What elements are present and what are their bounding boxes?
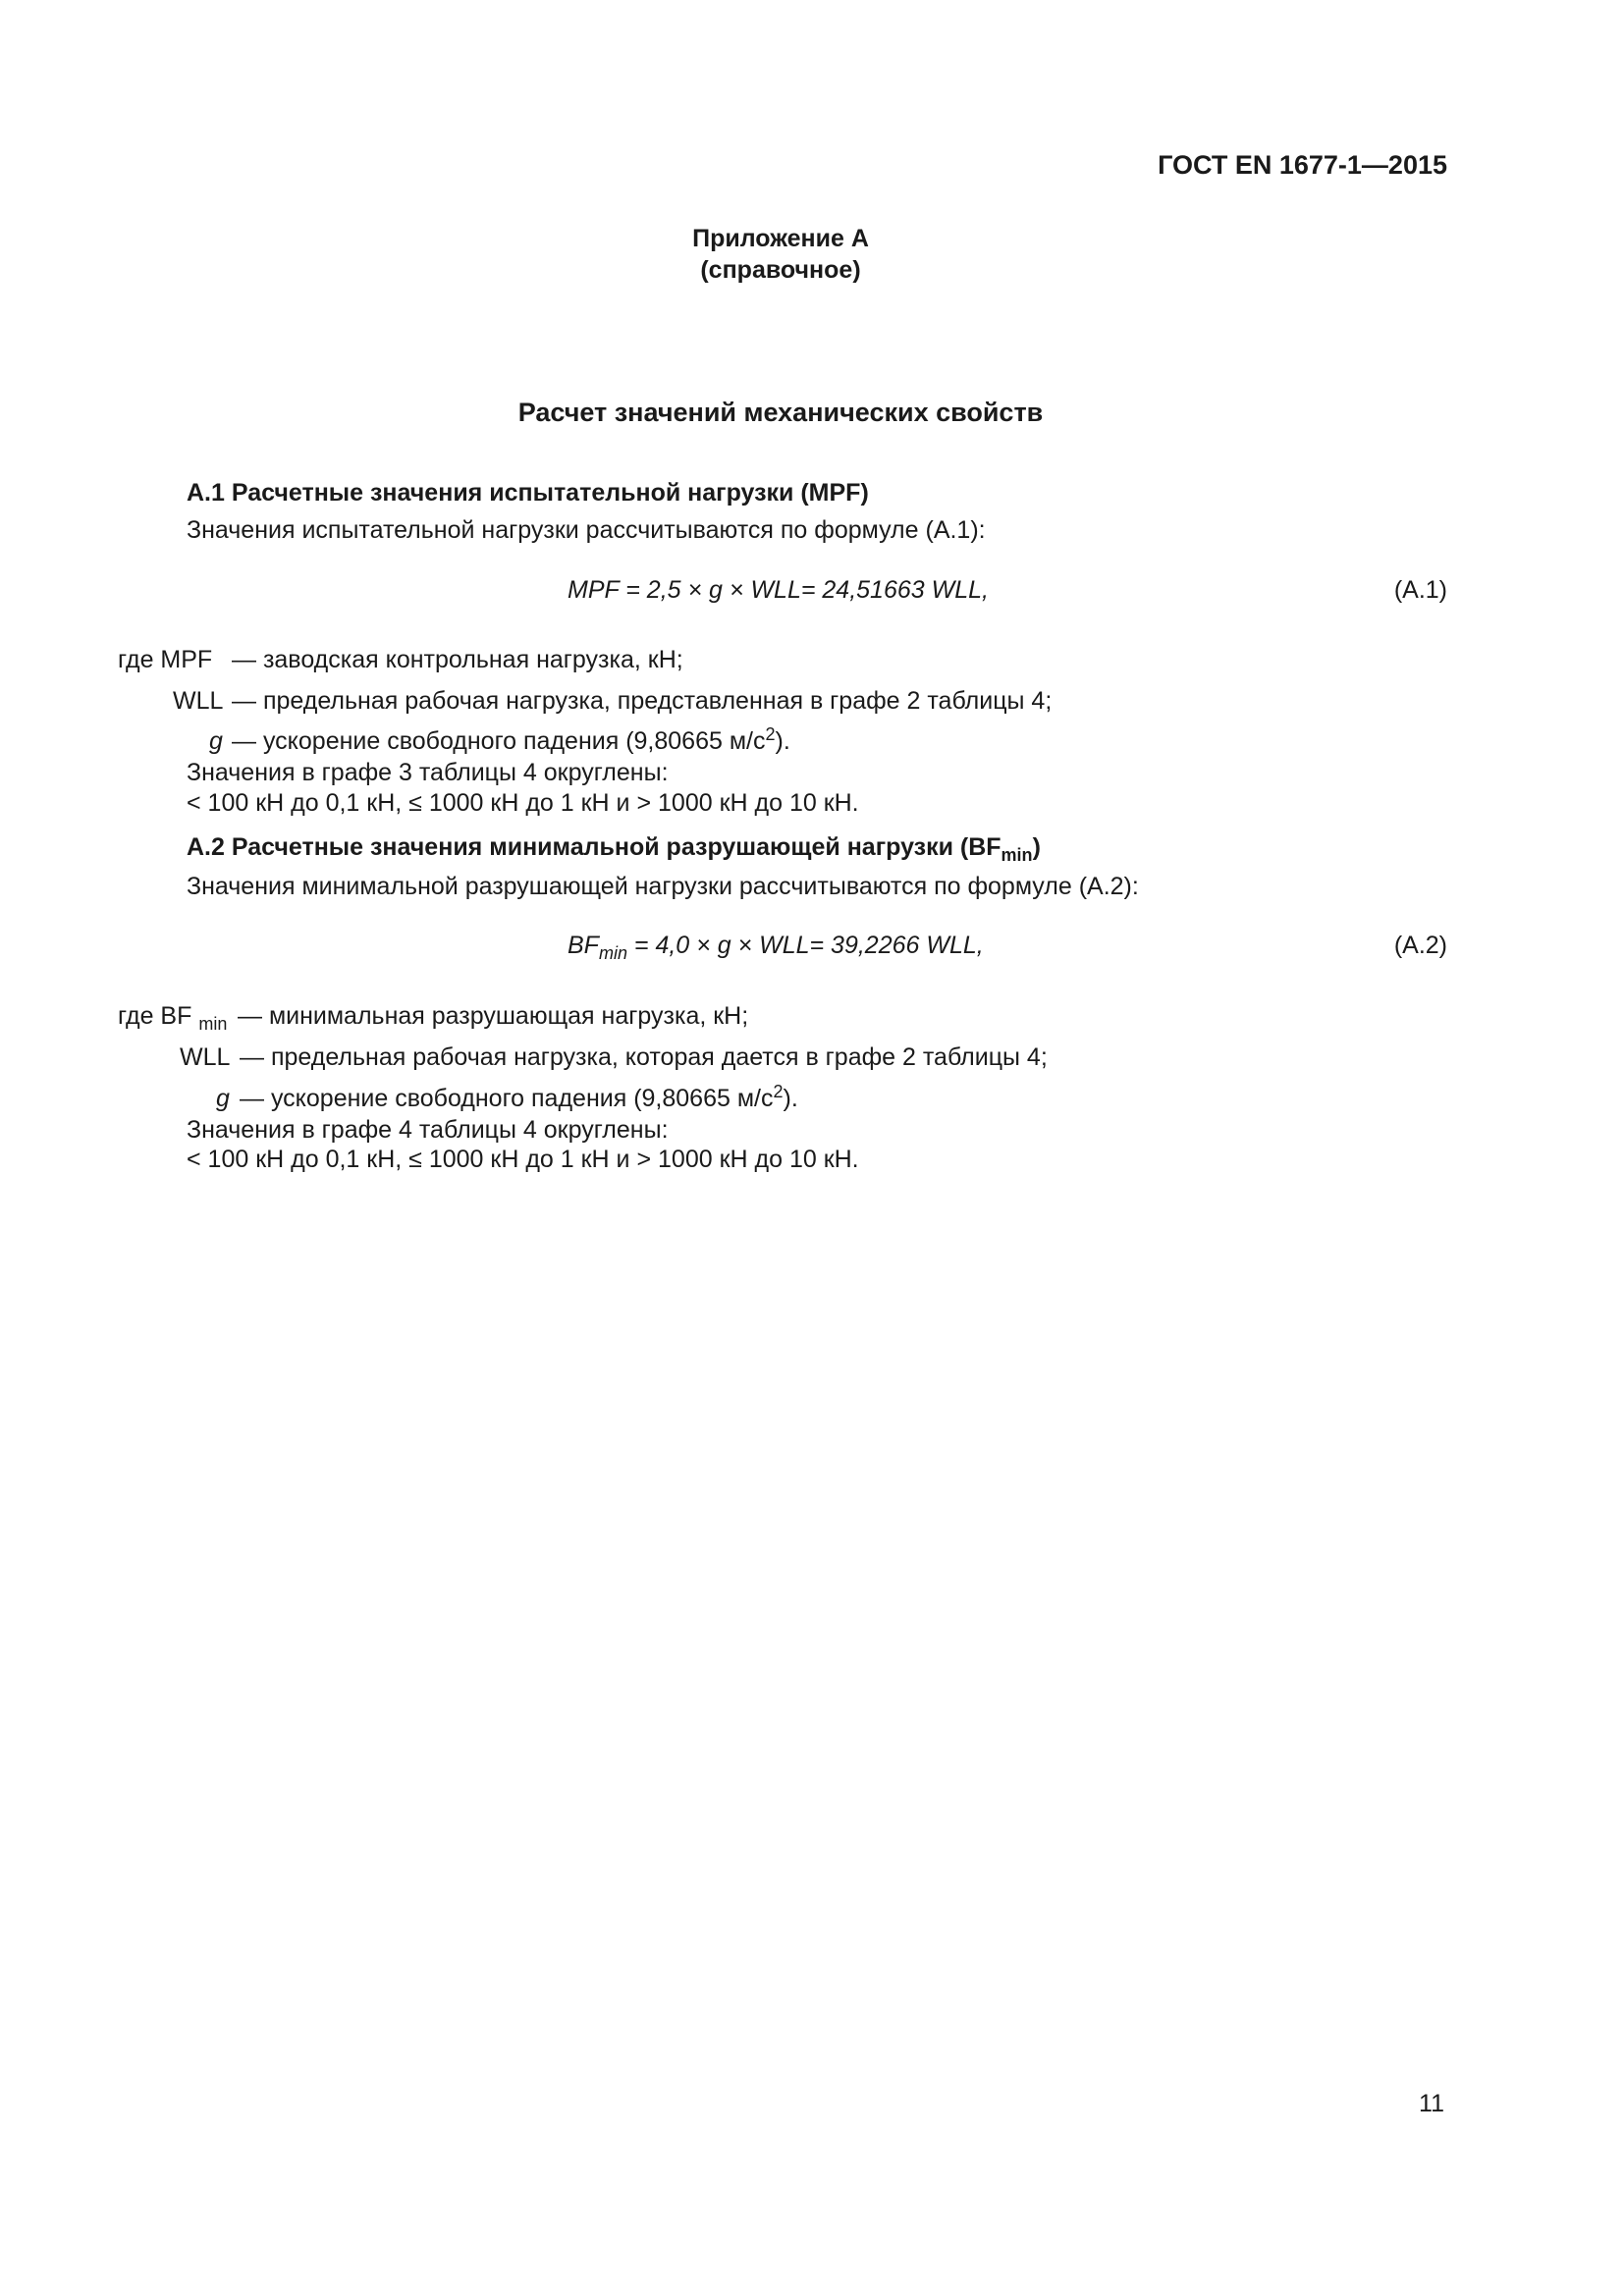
a1-heading: А.1 Расчетные значения испытательной нагрузки (MPF) xyxy=(187,479,869,507)
a2-wll-symbol: WLL xyxy=(180,1043,231,1071)
a2-where-bf-symbol: где BF $_{min}$ xyxy=(118,1002,228,1034)
a1-wll-desc: — предельная рабочая нагрузка, представленная в графе 2 таблицы 4; xyxy=(232,687,1053,715)
annex-title: Приложение А xyxy=(692,225,869,252)
a1-wll-symbol: WLL xyxy=(173,687,224,715)
a2-g-desc: — ускорение свободного падения (9,80665 $м/с^2$). xyxy=(240,1082,798,1112)
a1-intro: Значения испытательной нагрузки рассчитываются по формуле (А.1): xyxy=(187,516,986,544)
a2-heading: А.2 Расчетные значения минимальной разрушающей нагрузки $(BF_{min})$ xyxy=(187,833,1041,865)
a1-g-symbol: g xyxy=(209,727,223,755)
section-title: Расчет значений механических свойств xyxy=(517,398,1044,427)
a2-formula-number: (А.2) xyxy=(1393,932,1447,959)
annex-type: (справочное) xyxy=(700,256,861,284)
standard-number-header: ГОСТ EN 1677-1—2015 xyxy=(1158,150,1447,180)
a2-wll-desc: — предельная рабочая нагрузка, которая дается в графе 2 таблицы 4; xyxy=(240,1043,1048,1071)
a1-formula: MPF = 2,5 × g × WLL= 24,51663 WLL, xyxy=(568,576,989,604)
a1-g-desc: — ускорение свободного падения (9,80665 $м/с^2$). xyxy=(232,724,790,755)
a2-intro: Значения минимальной разрушающей нагрузки рассчитываются по формуле (А.2): xyxy=(187,873,1139,900)
a1-formula-number: (А.1) xyxy=(1393,576,1447,604)
a1-where-mpf-desc: — заводская контрольная нагрузка, кН; xyxy=(232,646,683,673)
a1-where-mpf-symbol: где MPF xyxy=(118,646,213,673)
a2-formula: $BF_{min} = 4,0 \times g \times WLL= 39,2266$ WLL, xyxy=(568,932,984,963)
a2-where-bf-desc: — минимальная разрушающая нагрузка, кН; xyxy=(238,1002,749,1030)
page-number: 11 xyxy=(1419,2090,1444,2117)
a2-rounding-rule: < 100 кН до 0,1 кН, ≤ 1000 кН до 1 кН и > 1000 кН до 10 кН. xyxy=(187,1146,859,1173)
a1-rounding-rule: < 100 кН до 0,1 кН, ≤ 1000 кН до 1 кН и > 1000 кН до 10 кН. xyxy=(187,789,859,817)
a2-g-symbol: g xyxy=(216,1085,230,1112)
a1-rounding-intro: Значения в графе 3 таблицы 4 округлены: xyxy=(187,759,669,786)
a2-rounding-intro: Значения в графе 4 таблицы 4 округлены: xyxy=(187,1116,669,1144)
